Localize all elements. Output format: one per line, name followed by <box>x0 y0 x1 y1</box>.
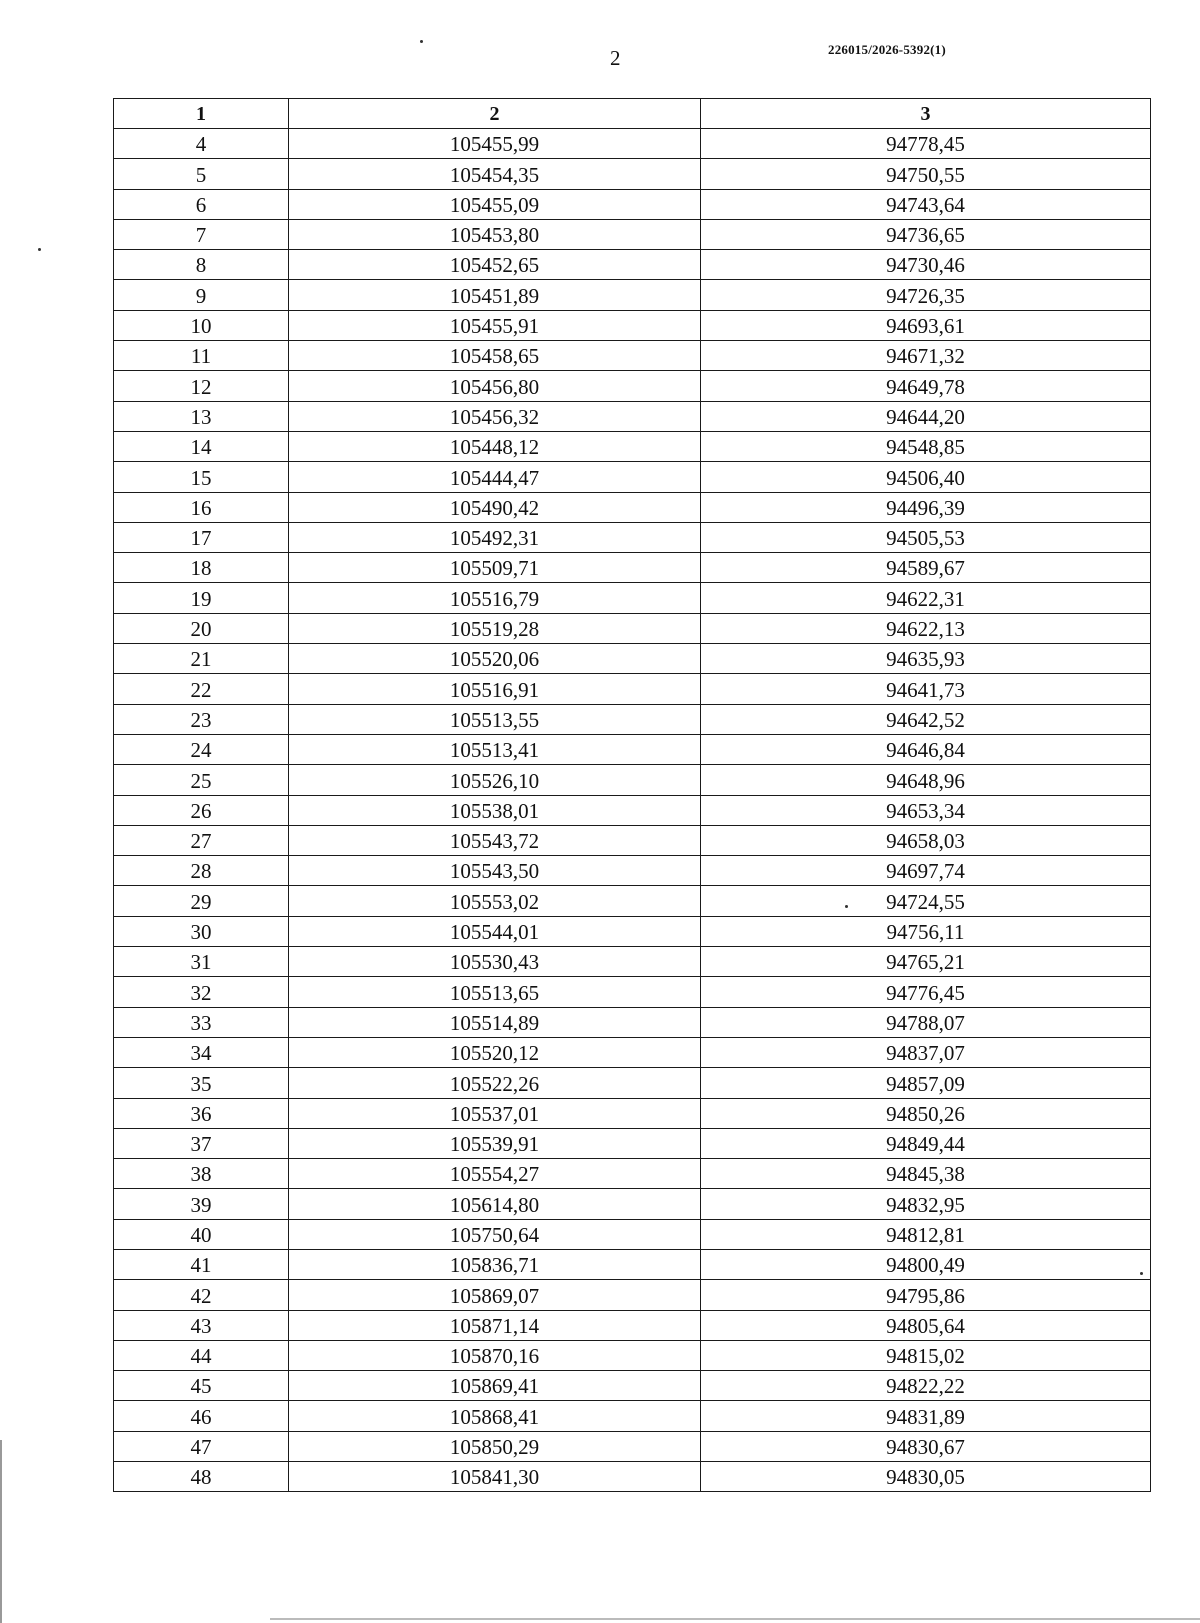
table-row <box>114 1007 1151 1037</box>
table-row <box>114 916 1151 946</box>
table-row <box>114 431 1151 461</box>
y-coordinate-cell: 94697,74 <box>701 856 1151 886</box>
y-coordinate-cell: 94743,64 <box>701 189 1151 219</box>
point-number-cell: 34 <box>114 1037 289 1067</box>
x-coordinate-cell: 105520,06 <box>289 644 701 674</box>
point-number-cell: 43 <box>114 1310 289 1340</box>
point-number-cell: 40 <box>114 1219 289 1249</box>
x-coordinate-cell: 105451,89 <box>289 280 701 310</box>
point-number-cell: 26 <box>114 795 289 825</box>
x-coordinate-cell: 105526,10 <box>289 765 701 795</box>
y-coordinate-cell: 94800,49 <box>701 1249 1151 1279</box>
table-row <box>114 1340 1151 1370</box>
x-coordinate-cell: 105553,02 <box>289 886 701 916</box>
point-number-cell: 6 <box>114 189 289 219</box>
y-coordinate-cell: 94822,22 <box>701 1371 1151 1401</box>
point-number-cell: 20 <box>114 613 289 643</box>
table-row <box>114 704 1151 734</box>
table-row <box>114 159 1151 189</box>
x-coordinate-cell: 105456,32 <box>289 401 701 431</box>
y-coordinate-cell: 94505,53 <box>701 522 1151 552</box>
x-coordinate-cell: 105869,07 <box>289 1280 701 1310</box>
table-row <box>114 583 1151 613</box>
point-number-cell: 9 <box>114 280 289 310</box>
scan-speck <box>420 40 423 43</box>
x-coordinate-cell: 105516,91 <box>289 674 701 704</box>
point-number-cell: 29 <box>114 886 289 916</box>
x-coordinate-cell: 105841,30 <box>289 1462 701 1492</box>
y-coordinate-cell: 94646,84 <box>701 734 1151 764</box>
y-coordinate-cell: 94788,07 <box>701 1007 1151 1037</box>
x-coordinate-cell: 105453,80 <box>289 219 701 249</box>
table-row <box>114 371 1151 401</box>
document-reference: 226015/2026-5392(1) <box>828 42 946 57</box>
scan-speck <box>1140 1272 1143 1275</box>
x-coordinate-cell: 105868,41 <box>289 1401 701 1431</box>
point-number-cell: 19 <box>114 583 289 613</box>
table-row <box>114 977 1151 1007</box>
table-row <box>114 401 1151 431</box>
table-row <box>114 1098 1151 1128</box>
point-number-cell: 13 <box>114 401 289 431</box>
coordinates-table <box>113 98 1151 1492</box>
scan-speck <box>38 248 41 251</box>
point-number-cell: 14 <box>114 431 289 461</box>
y-coordinate-cell: 94671,32 <box>701 341 1151 371</box>
x-coordinate-cell: 105509,71 <box>289 553 701 583</box>
x-coordinate-cell: 105543,72 <box>289 825 701 855</box>
y-coordinate-cell: 94815,02 <box>701 1340 1151 1370</box>
x-coordinate-cell: 105513,55 <box>289 704 701 734</box>
y-coordinate-cell: 94750,55 <box>701 159 1151 189</box>
x-coordinate-cell: 105544,01 <box>289 916 701 946</box>
y-coordinate-cell: 94648,96 <box>701 765 1151 795</box>
point-number-cell: 17 <box>114 522 289 552</box>
table-row <box>114 1462 1151 1492</box>
y-coordinate-cell: 94622,31 <box>701 583 1151 613</box>
table-row <box>114 947 1151 977</box>
x-coordinate-cell: 105452,65 <box>289 250 701 280</box>
y-coordinate-cell: 94778,45 <box>701 129 1151 159</box>
x-coordinate-cell: 105458,65 <box>289 341 701 371</box>
table-row <box>114 1249 1151 1279</box>
table-row <box>114 1310 1151 1340</box>
point-number-cell: 23 <box>114 704 289 734</box>
point-number-cell: 42 <box>114 1280 289 1310</box>
point-number-cell: 15 <box>114 462 289 492</box>
x-coordinate-cell: 105850,29 <box>289 1431 701 1461</box>
point-number-cell: 38 <box>114 1159 289 1189</box>
table-row <box>114 886 1151 916</box>
x-coordinate-cell: 105522,26 <box>289 1068 701 1098</box>
point-number-cell: 48 <box>114 1462 289 1492</box>
point-number-cell: 24 <box>114 734 289 764</box>
y-coordinate-cell: 94776,45 <box>701 977 1151 1007</box>
y-coordinate-cell: 94845,38 <box>701 1159 1151 1189</box>
table-row <box>114 734 1151 764</box>
point-number-cell: 18 <box>114 553 289 583</box>
table-row <box>114 825 1151 855</box>
point-number-cell: 32 <box>114 977 289 1007</box>
x-coordinate-cell: 105539,91 <box>289 1128 701 1158</box>
table-row <box>114 1068 1151 1098</box>
table-row <box>114 674 1151 704</box>
x-coordinate-cell: 105520,12 <box>289 1037 701 1067</box>
scan-edge-bottom <box>270 1618 1200 1620</box>
x-coordinate-cell: 105455,91 <box>289 310 701 340</box>
y-coordinate-cell: 94724,55 <box>701 886 1151 916</box>
x-coordinate-cell: 105750,64 <box>289 1219 701 1249</box>
x-coordinate-cell: 105454,35 <box>289 159 701 189</box>
point-number-cell: 44 <box>114 1340 289 1370</box>
point-number-cell: 46 <box>114 1401 289 1431</box>
table-row <box>114 856 1151 886</box>
point-number-cell: 36 <box>114 1098 289 1128</box>
y-coordinate-cell: 94849,44 <box>701 1128 1151 1158</box>
y-coordinate-cell: 94635,93 <box>701 644 1151 674</box>
point-number-cell: 31 <box>114 947 289 977</box>
point-number-cell: 27 <box>114 825 289 855</box>
point-number-cell: 10 <box>114 310 289 340</box>
x-coordinate-cell: 105870,16 <box>289 1340 701 1370</box>
point-number-cell: 35 <box>114 1068 289 1098</box>
point-number-cell: 8 <box>114 250 289 280</box>
y-coordinate-cell: 94857,09 <box>701 1068 1151 1098</box>
table-row <box>114 1189 1151 1219</box>
table-row <box>114 189 1151 219</box>
table-row <box>114 310 1151 340</box>
x-coordinate-cell: 105537,01 <box>289 1098 701 1128</box>
y-coordinate-cell: 94830,67 <box>701 1431 1151 1461</box>
x-coordinate-cell: 105869,41 <box>289 1371 701 1401</box>
table-body <box>114 129 1151 1492</box>
x-coordinate-cell: 105519,28 <box>289 613 701 643</box>
point-number-cell: 33 <box>114 1007 289 1037</box>
table-row <box>114 1037 1151 1067</box>
point-number-cell: 30 <box>114 916 289 946</box>
table-row <box>114 795 1151 825</box>
y-coordinate-cell: 94730,46 <box>701 250 1151 280</box>
x-coordinate-cell: 105455,09 <box>289 189 701 219</box>
table-row <box>114 1431 1151 1461</box>
page-number: 2 <box>610 46 621 70</box>
table-row <box>114 219 1151 249</box>
point-number-cell: 12 <box>114 371 289 401</box>
y-coordinate-cell: 94693,61 <box>701 310 1151 340</box>
x-coordinate-cell: 105514,89 <box>289 1007 701 1037</box>
y-coordinate-cell: 94726,35 <box>701 280 1151 310</box>
table-row <box>114 1280 1151 1310</box>
x-coordinate-cell: 105871,14 <box>289 1310 701 1340</box>
y-coordinate-cell: 94831,89 <box>701 1401 1151 1431</box>
x-coordinate-cell: 105492,31 <box>289 522 701 552</box>
y-coordinate-cell: 94805,64 <box>701 1310 1151 1340</box>
scan-speck <box>845 905 848 908</box>
point-number-cell: 22 <box>114 674 289 704</box>
point-number-cell: 39 <box>114 1189 289 1219</box>
column-header-1: 1 <box>114 99 289 129</box>
table-row <box>114 1371 1151 1401</box>
x-coordinate-cell: 105490,42 <box>289 492 701 522</box>
y-coordinate-cell: 94837,07 <box>701 1037 1151 1067</box>
y-coordinate-cell: 94756,11 <box>701 916 1151 946</box>
scan-edge-left <box>0 1440 2 1623</box>
y-coordinate-cell: 94653,34 <box>701 795 1151 825</box>
y-coordinate-cell: 94622,13 <box>701 613 1151 643</box>
y-coordinate-cell: 94658,03 <box>701 825 1151 855</box>
table-header-row <box>114 99 1151 129</box>
y-coordinate-cell: 94795,86 <box>701 1280 1151 1310</box>
x-coordinate-cell: 105513,41 <box>289 734 701 764</box>
point-number-cell: 37 <box>114 1128 289 1158</box>
y-coordinate-cell: 94649,78 <box>701 371 1151 401</box>
table-row <box>114 644 1151 674</box>
y-coordinate-cell: 94506,40 <box>701 462 1151 492</box>
y-coordinate-cell: 94496,39 <box>701 492 1151 522</box>
x-coordinate-cell: 105614,80 <box>289 1189 701 1219</box>
x-coordinate-cell: 105543,50 <box>289 856 701 886</box>
point-number-cell: 28 <box>114 856 289 886</box>
table-row <box>114 553 1151 583</box>
y-coordinate-cell: 94812,81 <box>701 1219 1151 1249</box>
x-coordinate-cell: 105516,79 <box>289 583 701 613</box>
point-number-cell: 4 <box>114 129 289 159</box>
table-row <box>114 250 1151 280</box>
table-row <box>114 129 1151 159</box>
y-coordinate-cell: 94589,67 <box>701 553 1151 583</box>
table-row <box>114 1401 1151 1431</box>
y-coordinate-cell: 94830,05 <box>701 1462 1151 1492</box>
point-number-cell: 5 <box>114 159 289 189</box>
point-number-cell: 16 <box>114 492 289 522</box>
table-row <box>114 462 1151 492</box>
table-row <box>114 1159 1151 1189</box>
x-coordinate-cell: 105530,43 <box>289 947 701 977</box>
table-row <box>114 765 1151 795</box>
y-coordinate-cell: 94644,20 <box>701 401 1151 431</box>
point-number-cell: 41 <box>114 1249 289 1279</box>
point-number-cell: 45 <box>114 1371 289 1401</box>
x-coordinate-cell: 105538,01 <box>289 795 701 825</box>
table-row <box>114 280 1151 310</box>
x-coordinate-cell: 105513,65 <box>289 977 701 1007</box>
y-coordinate-cell: 94642,52 <box>701 704 1151 734</box>
point-number-cell: 11 <box>114 341 289 371</box>
y-coordinate-cell: 94832,95 <box>701 1189 1151 1219</box>
table-row <box>114 522 1151 552</box>
point-number-cell: 25 <box>114 765 289 795</box>
y-coordinate-cell: 94641,73 <box>701 674 1151 704</box>
x-coordinate-cell: 105456,80 <box>289 371 701 401</box>
y-coordinate-cell: 94548,85 <box>701 431 1151 461</box>
point-number-cell: 21 <box>114 644 289 674</box>
table-row <box>114 341 1151 371</box>
table-row <box>114 1219 1151 1249</box>
x-coordinate-cell: 105836,71 <box>289 1249 701 1279</box>
x-coordinate-cell: 105444,47 <box>289 462 701 492</box>
y-coordinate-cell: 94765,21 <box>701 947 1151 977</box>
table-row <box>114 492 1151 522</box>
column-header-3: 3 <box>701 99 1151 129</box>
x-coordinate-cell: 105455,99 <box>289 129 701 159</box>
y-coordinate-cell: 94736,65 <box>701 219 1151 249</box>
column-header-2: 2 <box>289 99 701 129</box>
table-row <box>114 1128 1151 1158</box>
point-number-cell: 47 <box>114 1431 289 1461</box>
point-number-cell: 7 <box>114 219 289 249</box>
table-row <box>114 613 1151 643</box>
x-coordinate-cell: 105448,12 <box>289 431 701 461</box>
x-coordinate-cell: 105554,27 <box>289 1159 701 1189</box>
y-coordinate-cell: 94850,26 <box>701 1098 1151 1128</box>
